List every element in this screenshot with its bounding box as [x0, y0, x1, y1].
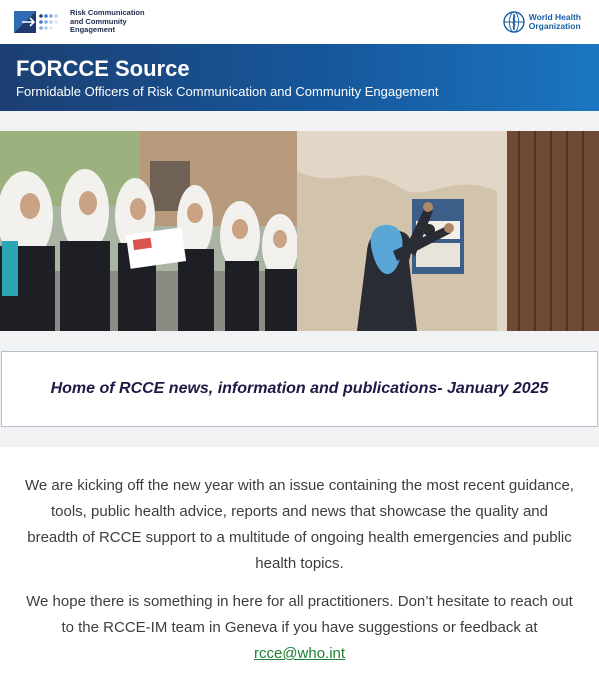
intro-paragraph-2 [24, 589, 575, 667]
rcce-logo-text [70, 9, 145, 35]
email-link[interactable]: rcce@who.int [253, 645, 346, 662]
who-emblem-icon [503, 11, 525, 33]
issue-headline: Home of RCCE news, information and publications- January 2025 [50, 380, 549, 397]
intro-section [0, 447, 599, 667]
hero-image [0, 131, 599, 331]
headline-box [1, 351, 598, 427]
rcce-logo [14, 9, 145, 35]
who-logo-text [529, 13, 581, 32]
rcce-logo-line-3: Engagement [70, 25, 116, 35]
title-banner [0, 44, 599, 111]
top-header [0, 0, 599, 44]
who-logo [503, 11, 581, 33]
rcce-logo-line-2: and Community [70, 16, 127, 26]
photo-schoolgirls-reading [0, 131, 297, 331]
spacer [0, 427, 599, 447]
headline-section [0, 351, 599, 427]
who-logo-line-1: World Health [528, 11, 581, 22]
banner-subtitle: Formidable Officers of Risk Communication and Community Engagement [16, 84, 439, 99]
rcce-logo-line-1: Risk Communication [70, 8, 145, 18]
rcce-logo-icon [14, 11, 64, 33]
intro-paragraph-1: We are kicking off the new year with an issue containing the most recent guidance, tools, public health advice, reports and news that showcase the quality and breadth of RCCE support to a multitude of ongoing health emergencies and public health topics. [25, 477, 574, 572]
intro-paragraph-2-text: We hope there is something in here for all practitioners. Don’t hesitate to reach out to the RCCE-IM team in Geneva if you have suggestions or feedback at [26, 593, 573, 636]
spacer [0, 331, 599, 351]
banner-title: FORCCE Source [16, 56, 190, 81]
photo-woman-poster [297, 131, 599, 331]
spacer [0, 111, 599, 131]
who-logo-line-2: Organization [528, 21, 581, 31]
